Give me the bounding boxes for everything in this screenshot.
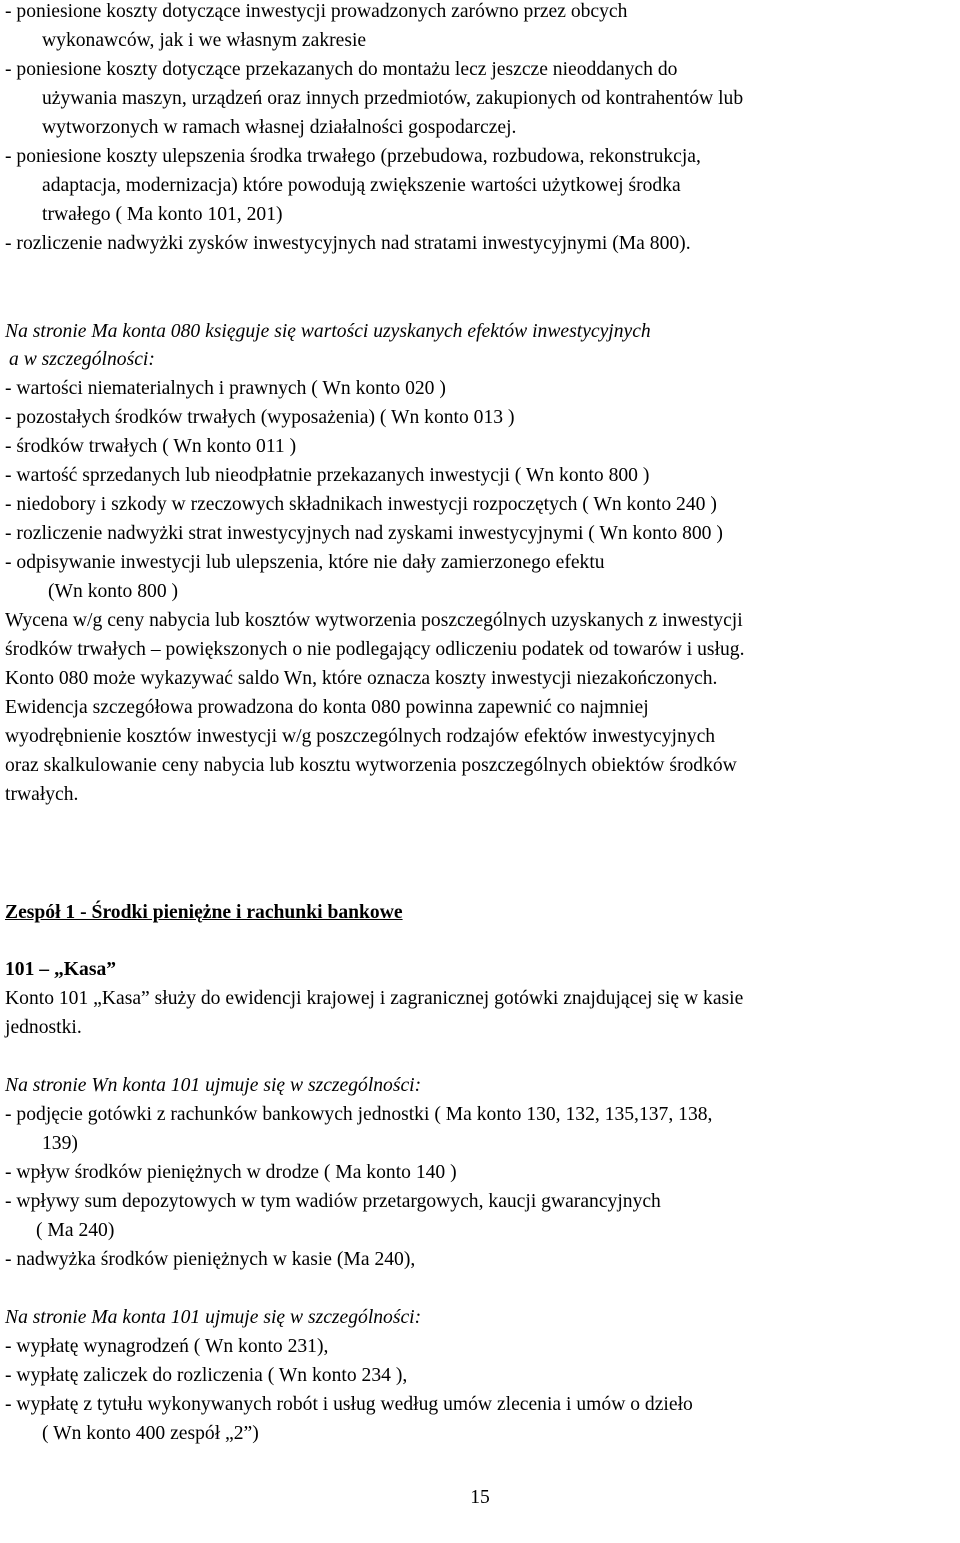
text-line: ( Ma 240) [36,1220,115,1241]
page-number: 15 [470,1487,490,1508]
text-line: - poniesione koszty ulepszenia środka trwałego (przebudowa, rozbudowa, rekonstrukcja, [5,146,701,167]
text-line: trwałych. [5,784,79,805]
section-heading: Na stronie Wn konta 101 ujmuje się w szczególności: [5,1075,422,1096]
list-item: - odpisywanie inwestycji lub ulepszenia, które nie dały zamierzonego efektu [5,552,605,573]
text-line: Ewidencja szczegółowa prowadzona do konta 080 powinna zapewnić co najmniej [5,697,649,718]
text-line: - poniesione koszty dotyczące inwestycji prowadzonych zarówno przez obcych [5,1,628,22]
text-line: adaptacja, modernizacja) które powodują zwiększenie wartości użytkowej środka [42,175,681,196]
list-item: - wartości niematerialnych i prawnych ( Wn konto 020 ) [5,378,446,399]
text-line: jednostki. [5,1017,82,1038]
section-heading: Na stronie Ma konta 101 ujmuje się w szczególności: [5,1307,422,1328]
text-line: trwałego ( Ma konto 101, 201) [42,204,283,225]
text-line: 139) [42,1133,78,1154]
text-line: środków trwałych – powiększonych o nie podlegający odliczeniu podatek od towarów i usług. [5,639,745,660]
text-line: (Wn konto 800 ) [48,581,179,602]
text-line: Wycena w/g ceny nabycia lub kosztów wytworzenia poszczególnych uzyskanych z inwestycji [5,610,743,631]
text-line: wyodrębnienie kosztów inwestycji w/g poszczególnych rodzajów efektów inwestycyjnych [5,726,716,747]
chapter-heading: Zespół 1 - Środki pieniężne i rachunki bankowe [5,902,403,923]
list-item: - wypłatę wynagrodzeń ( Wn konto 231), [5,1336,329,1357]
list-item: - pozostałych środków trwałych (wyposażenia) ( Wn konto 013 ) [5,407,515,428]
account-heading: 101 – „Kasa” [5,959,117,980]
section-heading: Na stronie Ma konta 080 księguje się wartości uzyskanych efektów inwestycyjnych [5,321,651,342]
text-line: ( Wn konto 400 zespół „2”) [42,1423,259,1444]
list-item: - środków trwałych ( Wn konto 011 ) [5,436,297,457]
text-line: używania maszyn, urządzeń oraz innych przedmiotów, zakupionych od kontrahentów lub [42,88,744,109]
list-item: - wartość sprzedanych lub nieodpłatnie przekazanych inwestycji ( Wn konto 800 ) [5,465,650,486]
text-line: Konto 080 może wykazywać saldo Wn, które oznacza koszty inwestycji niezakończonych. [5,668,718,689]
list-item: - wpływy sum depozytowych w tym wadiów przetargowych, kaucji gwarancyjnych [5,1191,661,1212]
list-item: - niedobory i szkody w rzeczowych składnikach inwestycji rozpoczętych ( Wn konto 240 ) [5,494,717,515]
section-heading: a w szczególności: [9,349,155,370]
text-line: - rozliczenie nadwyżki zysków inwestycyjnych nad stratami inwestycyjnymi (Ma 800). [5,233,691,254]
list-item: - wypłatę zaliczek do rozliczenia ( Wn konto 234 ), [5,1365,408,1386]
text-line: wytworzonych w ramach własnej działalności gospodarczej. [42,117,517,138]
list-item: - wypłatę z tytułu wykonywanych robót i usług według umów zlecenia i umów o dzieło [5,1394,693,1415]
list-item: - podjęcie gotówki z rachunków bankowych jednostki ( Ma konto 130, 132, 135,137, 138, [5,1104,713,1125]
text-line: wykonawców, jak i we własnym zakresie [42,30,367,51]
list-item: - nadwyżka środków pieniężnych w kasie (Ma 240), [5,1249,416,1270]
list-item: - rozliczenie nadwyżki strat inwestycyjnych nad zyskami inwestycyjnymi ( Wn konto 800 ) [5,523,723,544]
text-line: - poniesione koszty dotyczące przekazanych do montażu lecz jeszcze nieoddanych do [5,59,678,80]
text-line: oraz skalkulowanie ceny nabycia lub kosztu wytworzenia poszczególnych obiektów środków [5,755,737,776]
list-item: - wpływ środków pieniężnych w drodze ( Ma konto 140 ) [5,1162,457,1183]
text-line: Konto 101 „Kasa” służy do ewidencji krajowej i zagranicznej gotówki znajdującej się w kasie [5,988,744,1009]
